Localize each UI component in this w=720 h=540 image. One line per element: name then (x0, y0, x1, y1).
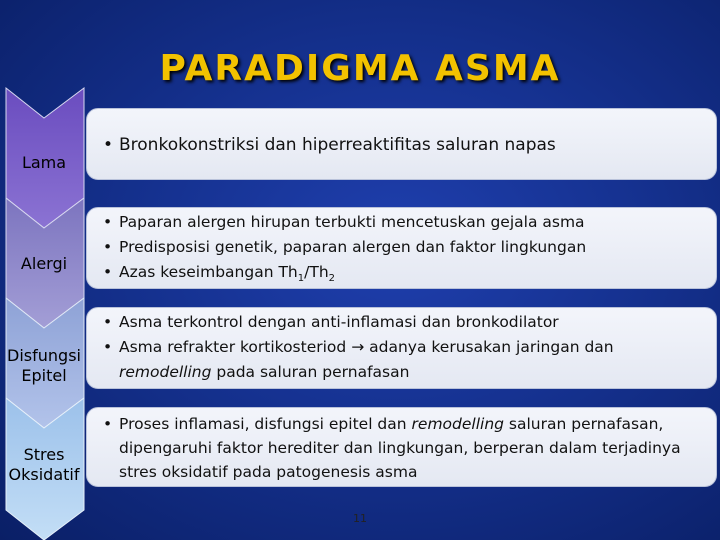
panel-disfungsi (86, 307, 717, 389)
arrow-icon: → (351, 338, 365, 356)
panel-stres (86, 407, 717, 487)
slide-title: PARADIGMA ASMA (159, 48, 561, 89)
bullet-item: • Predisposisi genetik, paparan alergen dan faktor lingkungan (103, 235, 716, 260)
page-number: 11 (353, 512, 367, 525)
chevron-label-stres: Stres Oksidatif (8, 445, 80, 484)
panel-lama (86, 108, 717, 180)
chevron-label-alergi: Alergi (20, 254, 68, 273)
bullet-item: • Asma terkontrol dengan anti-inflamasi dan bronkodilator (103, 310, 716, 335)
chevron-label-disfungsi: Disfungsi Epitel (7, 346, 81, 385)
bullet-item: • Azas keseimbangan $Th_1/Th_2$ (103, 260, 716, 291)
bullet-list (103, 310, 716, 385)
bullet-list (103, 210, 716, 291)
bullet-list (103, 412, 710, 484)
bullet-item: • Proses inflamasi, disfungsi epitel dan remodelling saluran pernafasan, dipengaruhi faktor herediter dan lingkungan, berperan dalam terjadinya stres oksidatif pada patogenesis asma (103, 412, 710, 484)
panel-alergi (86, 207, 717, 289)
bullet-list (103, 133, 716, 158)
chevron-label-lama: Lama (21, 153, 67, 172)
bullet-item: • Bronkokonstriksi dan hiperreaktifitas saluran napas (103, 133, 716, 158)
bullet-item: • Asma refrakter kortikosteriod → adanya kerusakan jaringan dan remodelling pada saluran pernafasan (103, 335, 716, 385)
bullet-item: • Paparan alergen hirupan terbukti mencetuskan gejala asma (103, 210, 716, 235)
